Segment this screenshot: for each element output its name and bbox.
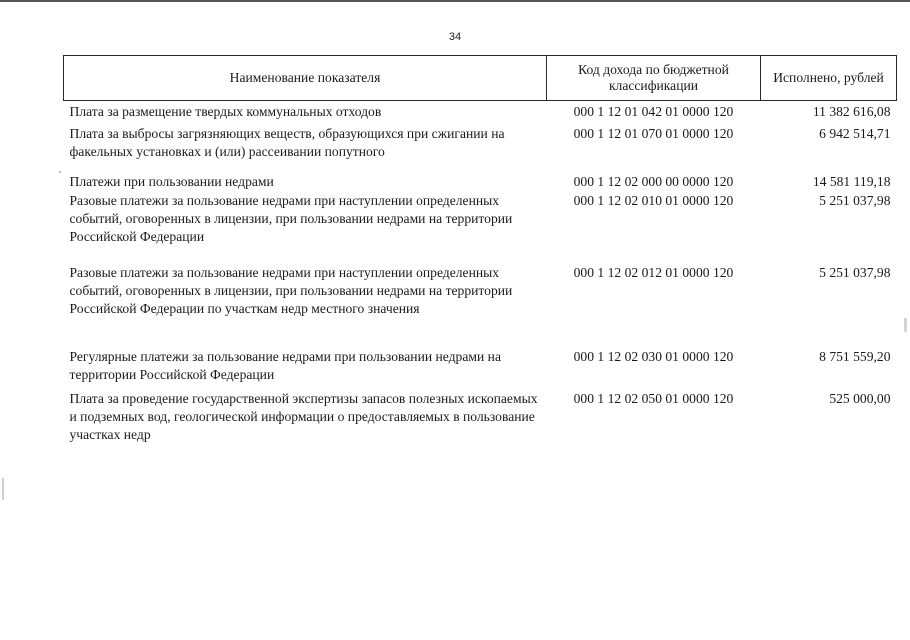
row-name: Регулярные платежи за пользование недрами при пользовании недрами на территории Российской Федерации [69, 348, 501, 382]
row-name: Плата за выбросы загрязняющих веществ, образующихся при сжигании на факельных установках и (или) рассеивании попутного [69, 125, 505, 159]
row-amount: 11 382 616,08 [812, 104, 891, 119]
header-code: Код дохода по бюджетной классификации [547, 56, 761, 101]
row-amount: 8 751 559,20 [819, 348, 891, 364]
row-code: 000 1 12 02 012 01 0000 120 [573, 264, 734, 280]
header-name: Наименование показателя [64, 56, 547, 101]
table-row [64, 173, 897, 192]
table-header-row [64, 56, 897, 101]
row-amount: 5 251 037,98 [819, 192, 891, 208]
row-name: Плата за проведение государственной экспертизы запасов полезных ископаемых и подземных вод, геологической информации о предоставляемых в пользование участках недр [69, 390, 538, 442]
row-code: 000 1 12 02 010 01 0000 120 [573, 192, 734, 208]
row-code: 000 1 12 02 030 01 0000 120 [573, 348, 734, 364]
scan-top-border [0, 0, 910, 2]
row-amount: 525 000,00 [829, 390, 891, 406]
row-name: Плата за размещение твердых коммунальных отходов [69, 104, 382, 119]
table-row [64, 390, 897, 450]
row-code: 000 1 12 01 070 01 0000 120 [573, 125, 734, 141]
scan-artifact [904, 318, 907, 332]
row-name: Разовые платежи за пользование недрами при наступлении определенных событий, оговоренных в лицензии, при пользовании недрами на территории Российской Федерации [69, 192, 513, 244]
row-name: Платежи при пользовании недрами [69, 173, 274, 189]
table-row [64, 101, 897, 125]
row-amount: 14 581 119,18 [812, 173, 891, 189]
row-code: 000 1 12 02 050 01 0000 120 [573, 390, 734, 406]
revenue-table [63, 55, 897, 450]
table-row [64, 348, 897, 390]
row-amount: 6 942 514,71 [819, 125, 891, 141]
scan-artifact [59, 171, 61, 173]
table-row [64, 264, 897, 348]
header-amount: Исполнено, рублей [761, 56, 897, 101]
row-code: 000 1 12 02 000 00 0000 120 [573, 173, 734, 189]
scan-artifact [2, 478, 4, 500]
table-row [64, 125, 897, 173]
row-amount: 5 251 037,98 [819, 264, 891, 280]
row-code: 000 1 12 01 042 01 0000 120 [573, 104, 734, 119]
page-number: 34 [448, 31, 462, 43]
table-row [64, 192, 897, 264]
row-name: Разовые платежи за пользование недрами при наступлении определенных событий, оговоренных в лицензии, при пользовании недрами на территории Российской Федерации по участкам недр местного значения [69, 264, 513, 316]
